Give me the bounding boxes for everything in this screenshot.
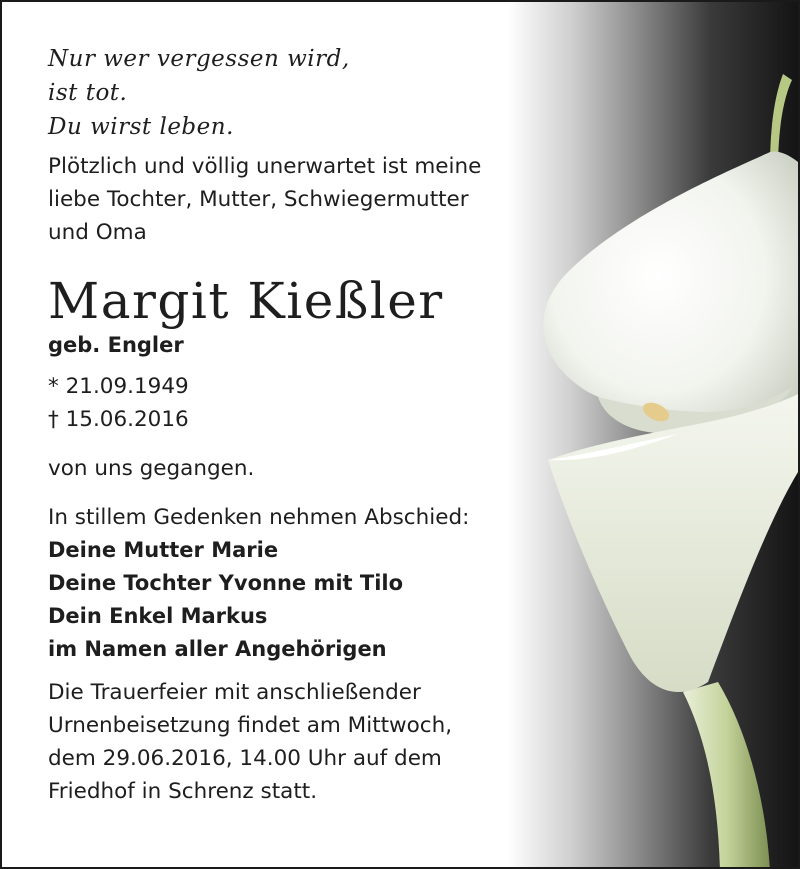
mourner: im Namen aller Angehörigen: [48, 637, 387, 661]
mourners-list: [48, 534, 568, 666]
mourner: Deine Mutter Marie: [48, 538, 279, 562]
life-dates: [48, 370, 568, 436]
motto: [48, 42, 568, 144]
ceremony-line: Die Trauerfeier mit anschließender: [48, 680, 421, 705]
lower-petal-icon: [548, 394, 798, 692]
ceremony-text: [48, 676, 568, 808]
passing-text: von uns gegangen.: [48, 456, 255, 481]
stem-icon: [683, 682, 770, 869]
obituary-text: [48, 42, 568, 808]
mourner: Dein Enkel Markus: [48, 604, 268, 628]
deceased-name: Margit Kießler: [48, 272, 444, 330]
petal-icon: [543, 151, 798, 428]
motto-line: Du wirst leben.: [48, 114, 234, 140]
ceremony-line: Urnenbeisetzung findet am Mittwoch,: [48, 713, 453, 738]
ceremony-line: Friedhof in Schrenz statt.: [48, 779, 318, 804]
maiden-name: geb. Engler: [48, 333, 184, 357]
motto-line: Nur wer vergessen wird,: [48, 46, 350, 72]
death-date: † 15.06.2016: [48, 407, 189, 432]
intro-line: Plötzlich und völlig unerwartet ist meine: [48, 154, 482, 179]
intro-text: [48, 150, 568, 249]
intro-line: liebe Tochter, Mutter, Schwiegermutter: [48, 187, 469, 212]
intro-line: und Oma: [48, 220, 147, 245]
motto-line: ist tot.: [48, 80, 128, 106]
birth-date: * 21.09.1949: [48, 374, 189, 399]
mourner: Deine Tochter Yvonne mit Tilo: [48, 571, 404, 595]
farewell-intro: In stillem Gedenken nehmen Abschied:: [48, 505, 470, 530]
ceremony-line: dem 29.06.2016, 14.00 Uhr auf dem: [48, 746, 442, 771]
